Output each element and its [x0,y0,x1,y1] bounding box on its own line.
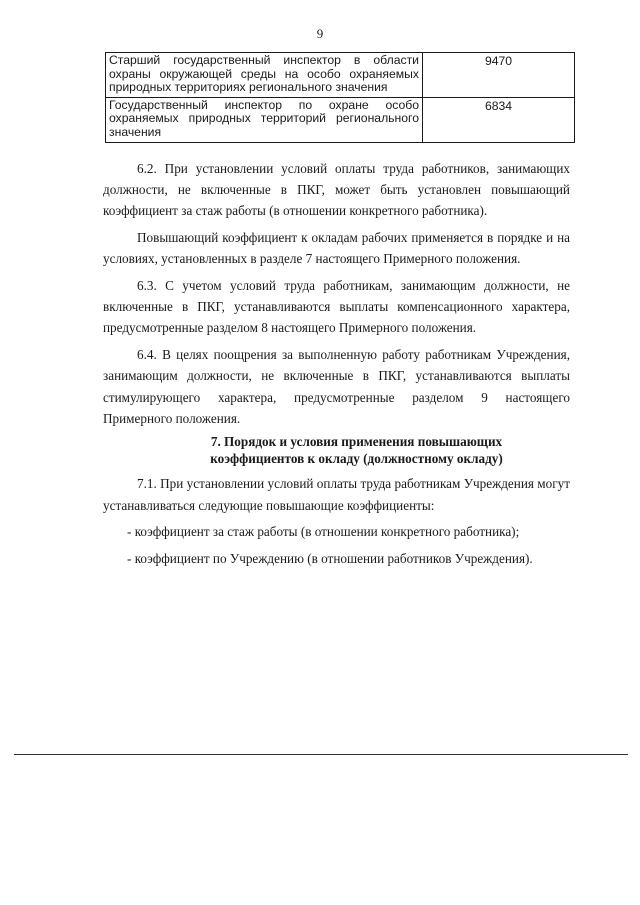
page-divider [14,754,628,755]
page-number: 9 [316,26,324,41]
section-7-heading-line2: коэффициентов к окладу (должностному окладу) [210,450,503,466]
table-row [106,53,575,98]
section-7-heading [103,434,570,467]
section-7-heading-line1: 7. Порядок и условия применения повышающих [210,434,503,450]
table-row [106,97,575,142]
salary-table [105,52,575,143]
table-cell-position: Старший государственный инспектор в области охраны окружающей среды на особо охраняемых природных территориях регионального значения [106,53,423,98]
table-cell-salary: 6834 [423,97,575,142]
table-cell-salary: 9470 [423,53,575,98]
list-item-institution: - коэффициент по Учреждению (в отношении работников Учреждения). [127,551,533,567]
paragraph-6-2: 6.2. При установлении условий оплаты труда работников, занимающих должности, не включенные в ПКГ, может быть установлен повышающий коэффициент за стаж работы (в отношении конкретного работника). [103,161,570,219]
document-body [103,158,570,575]
paragraph-6-4: 6.4. В целях поощрения за выполненную работу работникам Учреждения, занимающим должности, не включенные в ПКГ, устанавливаются выплаты стимулирующего характера, предусмотренные разделом 9 настоящего Примерного положения. [103,347,570,426]
paragraph-7-1: 7.1. При установлении условий оплаты труда работникам Учреждения могут устанавливаться следующие повышающие коэффициенты: [103,476,570,513]
paragraph-coefficient: Повышающий коэффициент к окладам рабочих применяется в порядке и на условиях, установленных в разделе 7 настоящего Примерного положения. [103,230,570,267]
paragraph-6-3: 6.3. С учетом условий труда работникам, занимающим должности, не включенные в ПКГ, устанавливаются выплаты компенсационного характера, предусмотренные разделом 8 настоящего Примерного положения. [103,278,570,336]
list-item-seniority: - коэффициент за стаж работы (в отношении конкретного работника); [127,524,520,540]
table-cell-position: Государственный инспектор по охране особо охраняемых природных территорий регионального значения [106,97,423,142]
